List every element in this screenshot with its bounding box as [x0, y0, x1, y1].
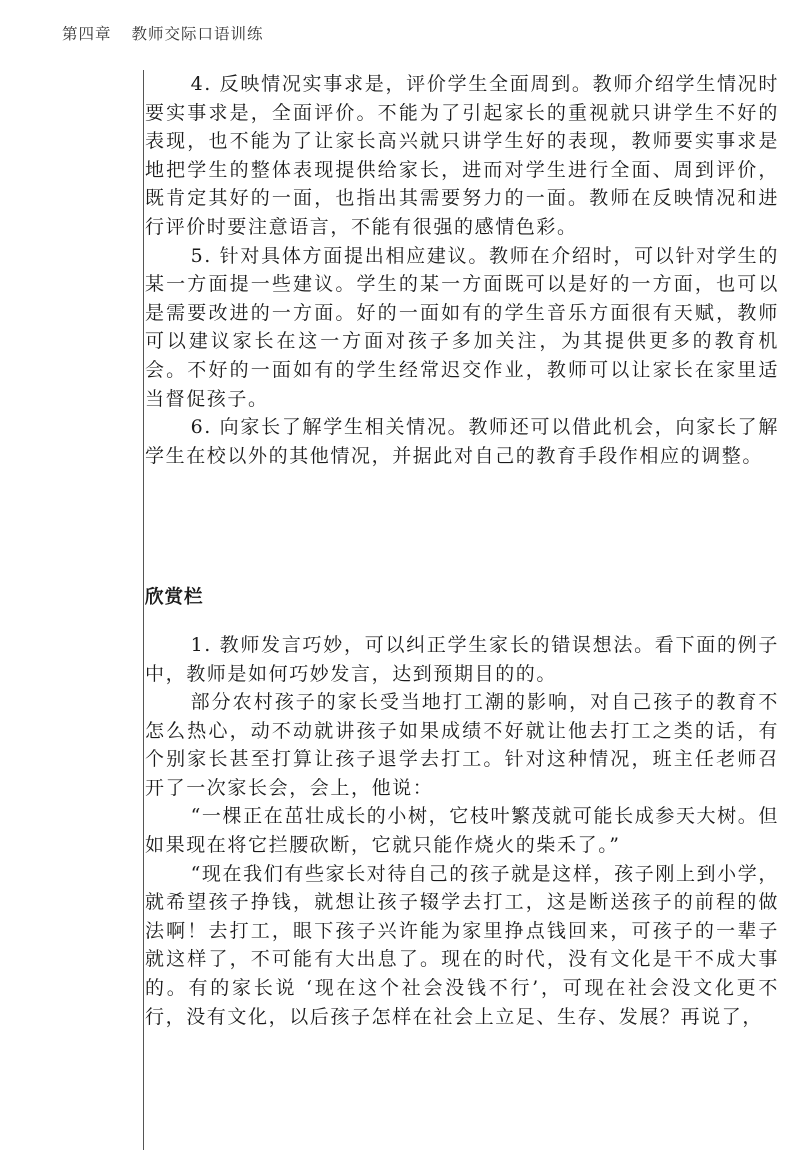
- appreciation-quote-1: “一棵正在茁壮成长的小树，它枝叶繁茂就可能长成参天大树。但如果现在将它拦腰砍断，它就只能作烧火的柴禾了。”: [145, 805, 779, 857]
- paragraph-point-6: 6. 向家长了解学生相关情况。教师还可以借此机会，向家长了解学生在校以外的其他情况，并据此对自己的教育手段作相应的调整。: [145, 416, 779, 467]
- appreciation-paragraph-2: 部分农村孩子的家长受当地打工潮的影响，对自己孩子的教育不怎么热心，动不动就讲孩子如果成绩不好就让他去打工之类的话，有个别家长甚至打算让孩子退学去打工。针对这种情况，班主任老师召开了一次家长会，会上，他说：: [145, 691, 779, 799]
- appreciation-paragraph-1: 1. 教师发言巧妙，可以纠正学生家长的错误想法。看下面的例子中，教师是如何巧妙发言，达到预期目的的。: [145, 633, 779, 685]
- section-spacer: [145, 470, 779, 584]
- chapter-title: 教师交际口语训练: [131, 25, 264, 43]
- chapter-number: 第四章: [62, 25, 112, 43]
- page-body: [145, 70, 779, 1031]
- appreciation-quote-2: “现在我们有些家长对待自己的孩子就是这样，孩子刚上到小学，就希望孩子挣钱，就想让孩子辍学去打工，这是断送孩子的前程的做法啊！去打工，眼下孩子兴许能为家里挣点钱回来，可孩子的一辈子就这样了，不可能有大出息了。现在的时代，没有文化是干不成大事的。有的家长说 ‘现在这个社会没钱不行’，可现在社会没文化更不行，没有文化，以后孩子怎样在社会上立足、生存、发展？再说了，: [145, 862, 779, 1028]
- paragraph-point-5: 5. 针对具体方面提出相应建议。教师在介绍时，可以针对学生的某一方面提一些建议。学生的某一方面既可以是好的一方面，也可以是需要改进的一方面。好的一面如有的学生音乐方面很有天赋，教师可以建议家长在这一方面对孩子多加关注，为其提供更多的教育机会。不好的一面如有的学生经常迟交作业，教师可以让家长在家里适当督促孩子。: [145, 244, 779, 410]
- section-title-appreciation: 欣赏栏: [145, 587, 204, 609]
- margin-rule: [143, 70, 144, 1150]
- running-header: [62, 22, 264, 44]
- paragraph-point-4: 4. 反映情况实事求是，评价学生全面周到。教师介绍学生情况时要实事求是，全面评价。不能为了引起家长的重视就只讲学生不好的表现，也不能为了让家长高兴就只讲学生好的表现，教师要实事求是地把学生的整体表现提供给家长，进而对学生进行全面、周到评价，既肯定其好的一面，也指出其需要努力的一面。教师在反映情况和进行评价时要注意语言，不能有很强的感情色彩。: [145, 73, 779, 238]
